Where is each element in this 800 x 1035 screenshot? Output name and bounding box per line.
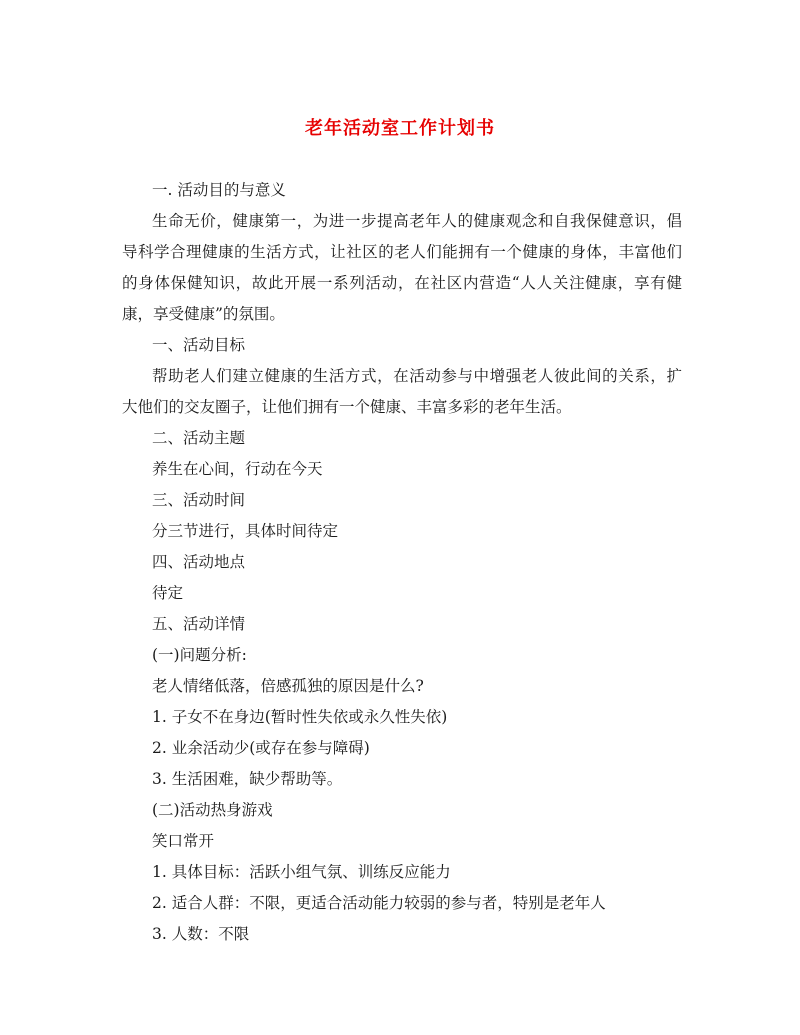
- paragraph-line: 养生在心间，行动在今天: [152, 460, 323, 478]
- list-item: 3. 人数：不限: [152, 925, 250, 943]
- paragraph-line: 帮助老人们建立健康的生活方式，在活动参与中增强老人彼此间的关系，扩: [152, 367, 682, 385]
- heading-goal: 一、活动目标: [152, 336, 246, 354]
- paragraph-line: 老人情绪低落，倍感孤独的原因是什么?: [152, 677, 424, 695]
- document-title: 老年活动室工作计划书: [305, 118, 495, 139]
- heading-theme: 二、活动主题: [152, 429, 246, 447]
- list-item: 1. 具体目标：活跃小组气氛、训练反应能力: [152, 863, 451, 881]
- list-item: 1. 子女不在身边(暂时性失依或永久性失依): [152, 708, 448, 726]
- paragraph-line: 的身体保健知识，故此开展一系列活动，在社区内营造“人人关注健康，享有健: [122, 274, 682, 292]
- subheading-analysis: (一)问题分析:: [152, 646, 247, 664]
- subheading-warmup: (二)活动热身游戏: [152, 801, 273, 819]
- heading-time: 三、活动时间: [152, 491, 246, 509]
- list-item: 3. 生活困难，缺少帮助等。: [152, 770, 343, 788]
- list-item: 2. 适合人群：不限，更适合活动能力较弱的参与者，特别是老年人: [152, 894, 606, 912]
- paragraph-line: 大他们的交友圈子，让他们拥有一个健康、丰富多彩的老年生活。: [122, 398, 572, 416]
- heading-details: 五、活动详情: [152, 615, 246, 633]
- paragraph-line: 导科学合理健康的生活方式，让社区的老人们能拥有一个健康的身体，丰富他们: [122, 243, 682, 261]
- paragraph-line: 康，享受健康”的氛围。: [122, 305, 285, 323]
- paragraph-line: 分三节进行，具体时间待定: [152, 522, 339, 540]
- heading-location: 四、活动地点: [152, 553, 246, 571]
- list-item: 2. 业余活动少(或存在参与障碍): [152, 739, 370, 757]
- paragraph-line: 待定: [152, 584, 184, 602]
- heading-purpose: 一. 活动目的与意义: [152, 181, 286, 199]
- paragraph-line: 笑口常开: [152, 832, 215, 850]
- paragraph-line: 生命无价，健康第一，为进一步提高老年人的健康观念和自我保健意识，倡: [152, 212, 682, 230]
